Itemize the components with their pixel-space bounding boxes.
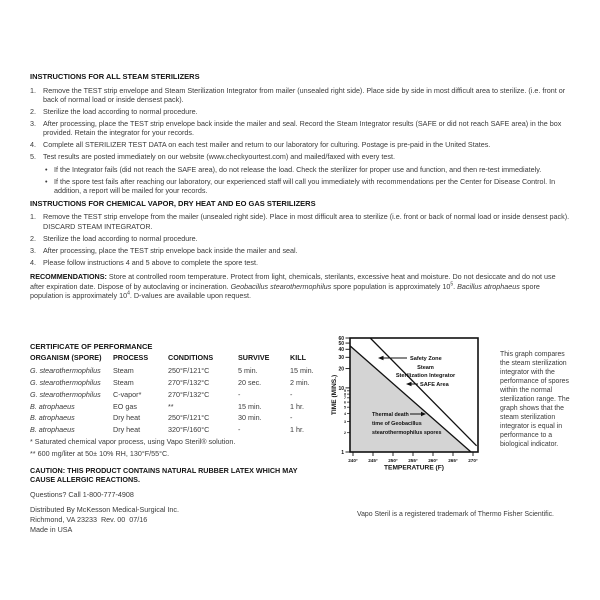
bullet-text: If the spore test fails after reaching our laboratory, our experienced staff will call you immediately with recommendations per the Center for Disease Control. In addition, a report will be mailed for your records. (54, 177, 556, 196)
safety-zone-label: Safety Zone (410, 356, 442, 362)
column-header: KILL (290, 353, 306, 362)
column-header: CONDITIONS (168, 353, 214, 362)
y-minor-tick-label: 3 (344, 419, 346, 424)
table-row (30, 399, 335, 411)
certificate-table (30, 353, 335, 435)
table-cell: B. atrophaeus (30, 425, 75, 435)
table-cell: B. atrophaeus (30, 413, 75, 423)
table-row (30, 375, 335, 387)
table-row (30, 363, 335, 375)
table-cell: 20 sec. (238, 377, 262, 387)
item-text: Remove the TEST strip envelope from the mailer (unsealed right side). Place in most difficult area to sterilize (i.e. front or back of normal load or inside densest pack). DISCARD STEAM INTEGRATOR. (43, 212, 570, 231)
column-header: SURVIVE (238, 353, 270, 362)
table-cell: - (290, 389, 293, 399)
column-header: PROCESS (113, 353, 149, 362)
y-tick-label: 20 (338, 366, 344, 373)
table-cell: G. stearothermophilus (30, 389, 101, 399)
graph-canvas (330, 333, 490, 475)
steam-instructions-list (30, 86, 571, 196)
list-item (30, 152, 571, 161)
table-cell: 270°F/132°C (168, 389, 210, 399)
item-number: 4. (30, 257, 36, 267)
list-item (30, 234, 571, 243)
footnote: ** 600 mg/liter at 50± 10% RH, 130°F/55°C. (30, 448, 170, 458)
table-cell: 250°F/121°C (168, 365, 210, 375)
y-minor-tick-label: 2 (344, 431, 346, 436)
x-tick-label: 245° (368, 458, 378, 463)
x-axis-title: TEMPERATURE (F) (384, 464, 444, 472)
left-arrow-icon (406, 382, 412, 387)
x-tick-label: 255° (408, 458, 418, 463)
table-cell: 1 hr. (290, 425, 304, 435)
item-text: After processing, place the TEST strip envelope back inside the mailer and seal. Record the Steam Integrator results (SAFE or did not reach SAFE area) in the box provided. Retain the integrator for your records. (43, 118, 562, 138)
table-cell: 30 min. (238, 413, 262, 423)
table-cell: 270°F/132°C (168, 377, 210, 387)
table-cell: 2 min. (290, 377, 310, 387)
item-number: 3. (30, 118, 36, 128)
certificate-column (30, 343, 335, 535)
y-minor-tick-label: 8 (344, 392, 346, 397)
item-text: Remove the TEST strip envelope and Steam Sterilization Integrator from mailer (unsealed right side). Place side by side in most difficult area to sterilize. (i.e. front or back of normal load or inside densest pack). (43, 85, 566, 104)
item-text: After processing, place the TEST strip envelope back inside the mailer and seal. (43, 245, 298, 255)
x-tick-label: 260° (428, 458, 438, 463)
x-tick-label: 265° (448, 458, 458, 463)
y-tick-label: 50 (338, 340, 344, 347)
item-number: 3. (30, 245, 36, 255)
y-tick-label: 40 (338, 347, 344, 354)
table-row (30, 423, 335, 435)
item-text: Test results are posted immediately on our website (www.checkyourtest.com) and mailed/faxed with every test. (43, 152, 395, 162)
table-row (30, 411, 335, 423)
questions-phone-line: Questions? Call 1-800-777-4908 (30, 490, 134, 500)
table-cell: Dry heat (113, 413, 141, 423)
y-tick-label: 10 (338, 385, 344, 392)
recommendations-label: RECOMMENDATIONS: (30, 272, 107, 282)
steam-section-heading: INSTRUCTIONS FOR ALL STEAM STERILIZERS (30, 72, 200, 81)
item-text: Sterilize the load according to normal procedure. (43, 106, 198, 116)
list-item (30, 246, 571, 255)
y-tick-label: 30 (338, 355, 344, 362)
caution-statement: CAUTION: THIS PRODUCT CONTAINS NATURAL RUBBER LATEX WHICH MAY CAUSE ALLERGIC REACTIONS. (30, 465, 298, 485)
safe-area-label: SAFE Area (420, 382, 449, 388)
exponent: 4 (127, 290, 130, 297)
distributor-line: Distributed By McKesson Medical-Surgical Inc. (30, 505, 179, 515)
integrator-label-line2: Sterilization Integrator (395, 373, 456, 379)
table-cell: 250°F/121°C (168, 413, 210, 423)
table-cell: 5 min. (238, 365, 258, 375)
species-name: Bacillus atrophaeus (457, 281, 520, 291)
list-item (30, 258, 571, 267)
chemical-instructions-list (30, 212, 571, 267)
x-tick-label: 240° (348, 458, 358, 463)
item-number: 4. (30, 140, 36, 150)
y-minor-tick-label: 6 (344, 400, 346, 405)
sterilization-graph (330, 333, 490, 475)
integrator-label-line1: Steam (417, 365, 434, 371)
item-number: 2. (30, 106, 36, 116)
table-cell: C-vapor* (113, 389, 142, 399)
trademark-note: Vapo Steril is a registered trademark of Thermo Fisher Scientific. (357, 511, 554, 518)
recommendations-text: spore population is approximately 10 (331, 281, 451, 291)
recommendations-text: . D-values are available upon request. (129, 290, 251, 300)
list-item (30, 212, 571, 231)
bullet-icon: • (45, 164, 48, 174)
y-tick-label: 60 (338, 335, 344, 342)
table-cell: EO gas (113, 401, 137, 411)
table-cell: G. stearothermophilus (30, 377, 101, 387)
y-minor-tick-label: 7 (344, 396, 346, 401)
item-text: Please follow instructions 4 and 5 above to complete the spore test. (43, 257, 258, 267)
item-number: 1. (30, 85, 36, 95)
instructions-column (30, 72, 571, 300)
table-cell: B. atrophaeus (30, 401, 75, 411)
table-cell: ** (168, 401, 174, 411)
recommendations-text: spore population is approximately 10 (30, 281, 540, 300)
thermal-death-label-line1: Thermal death (372, 412, 409, 418)
item-number: 5. (30, 152, 36, 162)
exponent: 5 (450, 281, 454, 288)
table-row (30, 387, 335, 399)
distributor-address: Richmond, VA 23233 Rev. 00 07/16 (30, 515, 148, 525)
bullet-text: If the Integrator fails (did not reach the SAFE area), do not release the load. Check the sterilizer for proper use and function, and then re-test immediately. (54, 164, 542, 174)
graph-caption: This graph compares the steam sterilization integrator with the performance of spores within the normal sterilization range. The graph shows that the steam sterilization integrator is equal in performance to a biological indicator. (500, 351, 570, 448)
y-axis-title: TIME (MINS.) (331, 374, 338, 416)
y-minor-tick-label: 5 (344, 405, 346, 410)
list-item (30, 119, 571, 138)
bullet-list (45, 165, 571, 196)
table-cell: 320°F/160°C (168, 425, 210, 435)
list-item (30, 107, 571, 116)
table-cell: Dry heat (113, 425, 141, 435)
table-cell: 15 min. (290, 365, 314, 375)
table-cell: - (238, 389, 241, 399)
table-cell: - (290, 413, 293, 423)
thermal-death-label-line2: time of Geobacillus (372, 421, 422, 427)
thermal-death-label-line3: stearothermophilus spores (372, 430, 442, 436)
column-header: ORGANISM (SPORE) (30, 353, 102, 362)
item-text: Complete all STERILIZER TEST DATA on each test mailer and return to our laboratory for culturing. Postage is pre-paid in the United States. (43, 140, 491, 150)
bullet-item (45, 165, 571, 174)
recommendations-paragraph (30, 272, 571, 300)
table-cell: Steam (113, 365, 134, 375)
certificate-heading: CERTIFICATE OF PERFORMANCE (30, 342, 153, 351)
footnote: * Saturated chemical vapor process, using Vapo Steril® solution. (30, 436, 236, 446)
table-cell: G. stearothermophilus (30, 365, 101, 375)
list-item (30, 140, 571, 149)
item-number: 2. (30, 233, 36, 243)
table-cell: 15 min. (238, 401, 262, 411)
list-item (30, 86, 571, 105)
recommendations-text: Store at controlled room temperature. Protect from light, chemicals, sterilants, excessive heat and moisture. Do not desiccate and do not use after expiration date. Dispose of by autoclaving or incineration. (30, 272, 556, 291)
y-minor-tick-label: 9 (344, 389, 346, 394)
chemical-section-heading: INSTRUCTIONS FOR CHEMICAL VAPOR, DRY HEAT AND EO GAS STERILIZERS (30, 198, 316, 208)
table-cell: 1 hr. (290, 401, 304, 411)
item-number: 1. (30, 212, 36, 222)
y-tick-label: 1 (341, 449, 344, 456)
left-arrow-icon (378, 356, 384, 361)
table-cell: - (238, 425, 241, 435)
table-cell: Steam (113, 377, 134, 387)
certificate-header-row (30, 353, 335, 363)
y-minor-tick-label: 4 (344, 411, 346, 416)
x-tick-label: 250° (388, 458, 398, 463)
bullet-item (45, 177, 571, 196)
species-name: Geobacillus stearothermophilus (230, 281, 332, 291)
item-text: Sterilize the load according to normal procedure. (43, 233, 198, 243)
bullet-icon: • (45, 177, 48, 187)
x-tick-label: 270° (468, 458, 478, 463)
made-in-usa-line: Made in USA (30, 525, 73, 535)
recommendations-text: . (453, 281, 458, 291)
